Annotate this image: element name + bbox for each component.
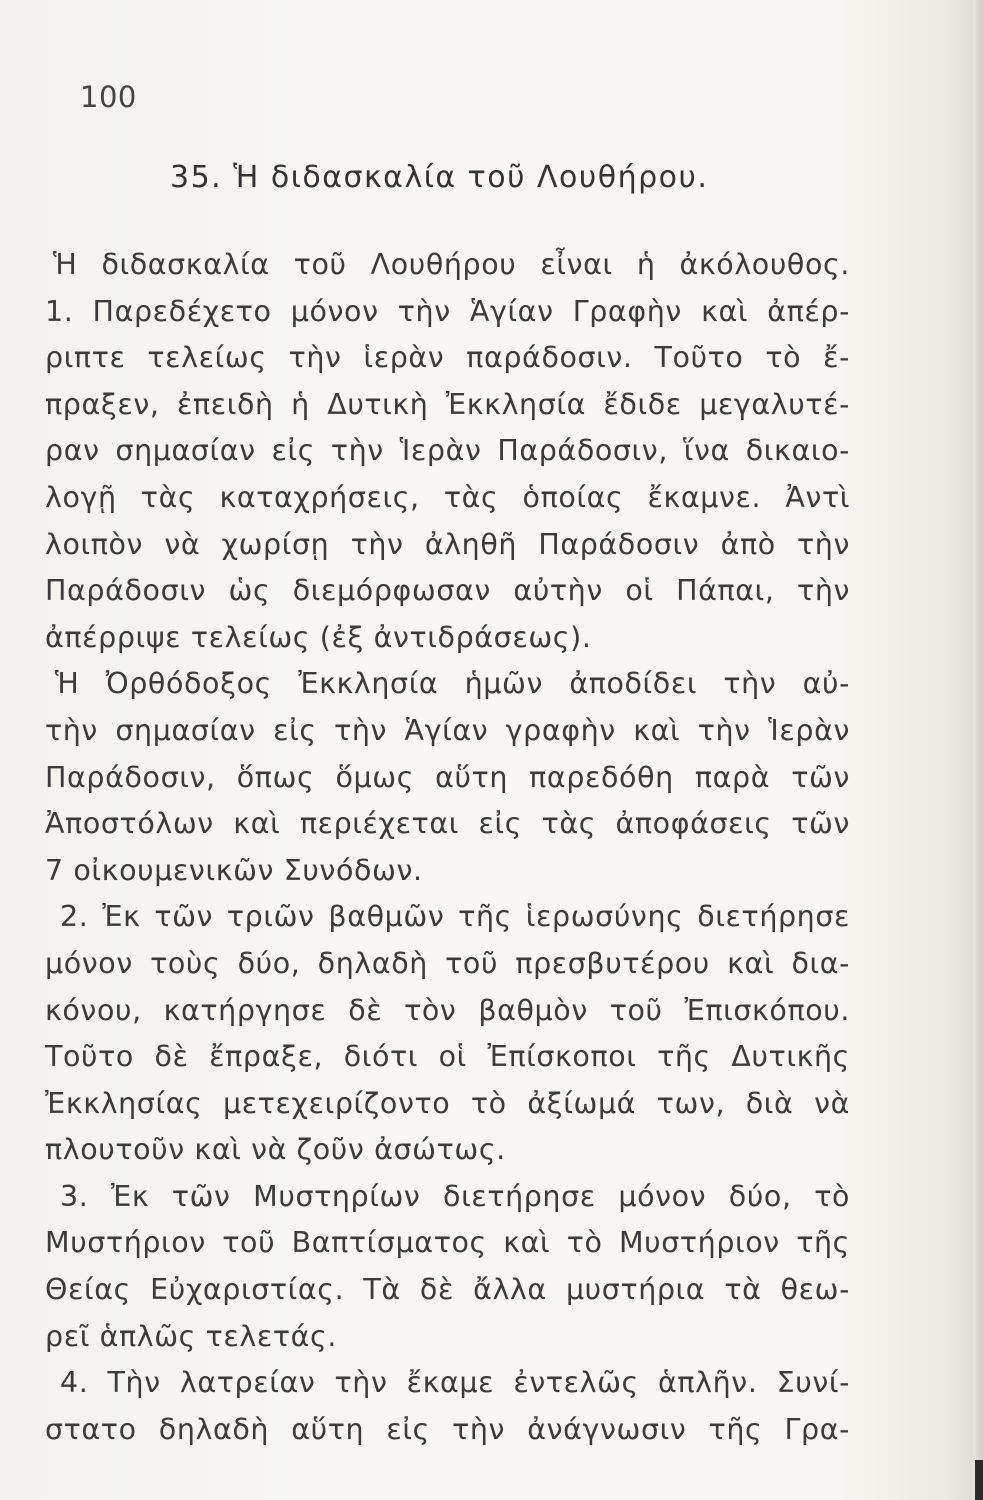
text-line: πλουτοῦν καὶ νὰ ζοῦν ἀσώτως. <box>45 1133 506 1167</box>
text-line: μόνον τοὺς δύο, δηλαδὴ τοῦ πρεσβυτέρου καὶ δια- <box>45 946 850 980</box>
text-line: 3. Ἐκ τῶν Μυστηρίων διετήρησε μόνον δύο, τὸ <box>60 1179 850 1213</box>
section-heading: 35. Ἡ διδασκαλία τοῦ Λουθήρου. <box>170 160 709 195</box>
text-line: ραν σημασίαν εἰς τὴν Ἱερὰν Παράδοσιν, ἵνα δικαιο- <box>45 434 850 468</box>
text-line: πραξεν, ἐπειδὴ ἡ Δυτικὴ Ἐκκλησία ἔδιδε μεγαλυτέ- <box>45 387 850 421</box>
text-line: τὴν σημασίαν εἰς τὴν Ἁγίαν γραφὴν καὶ τὴν Ἱερὰν <box>45 713 850 747</box>
text-line: λογῇ τὰς καταχρήσεις, τὰς ὁποίας ἔκαμνε. Ἀντὶ <box>45 480 850 514</box>
body-text <box>45 242 850 1453</box>
text-line: Τοῦτο δὲ ἔπραξε, διότι οἱ Ἐπίσκοποι τῆς Δυτικῆς <box>45 1040 850 1074</box>
text-line: ριπτε τελείως τὴν ἱερὰν παράδοσιν. Τοῦτο τὸ ἔ- <box>45 341 850 375</box>
text-line: 1. Παρεδέχετο μόνον τὴν Ἁγίαν Γραφὴν καὶ ἀπέρ- <box>45 294 850 328</box>
text-line: 2. Ἐκ τῶν τριῶν βαθμῶν τῆς ἱερωσύνης διετήρησε <box>60 900 850 934</box>
text-line: Παράδοσιν, ὅπως ὅμως αὕτη παρεδόθη παρὰ τῶν <box>45 760 850 794</box>
text-line: Ἀποστόλων καὶ περιέχεται εἰς τὰς ἀποφάσεις τῶν <box>45 807 850 841</box>
text-line: Μυστήριον τοῦ Βαπτίσματος καὶ τὸ Μυστήριον τῆς <box>45 1226 850 1260</box>
text-line: ρεῖ ἁπλῶς τελετάς. <box>45 1319 338 1353</box>
page-number: 100 <box>80 80 137 114</box>
text-line: Ἐκκλησίας μετεχειρίζοντο τὸ ἀξίωμά των, διὰ νὰ <box>45 1086 850 1120</box>
page-edge-shadow <box>973 0 983 1500</box>
page-edge-mark <box>975 1460 983 1500</box>
text-line: 7 οἰκουμενικῶν Συνόδων. <box>45 853 423 887</box>
text-line: λοιπὸν νὰ χωρίσῃ τὴν ἀληθῆ Παράδοσιν ἀπὸ τὴν <box>45 527 850 561</box>
text-line: Θείας Εὐχαριστίας. Τὰ δὲ ἄλλα μυστήρια τὰ θεω- <box>45 1273 850 1307</box>
text-line: Παράδοσιν ὡς διεμόρφωσαν αὐτὴν οἱ Πάπαι, τὴν <box>45 574 850 608</box>
text-line: ἀπέρριψε τελείως (ἐξ ἀντιδράσεως). <box>45 620 592 654</box>
text-line: Ἡ διδασκαλία τοῦ Λουθήρου εἶναι ἡ ἀκόλουθος. <box>53 248 850 281</box>
text-line: στατο δηλαδὴ αὕτη εἰς τὴν ἀνάγνωσιν τῆς Γρα- <box>45 1412 850 1446</box>
text-line: Ἡ Ὀρθόδοξος Ἐκκλησία ἡμῶν ἀποδίδει τὴν αὐ- <box>55 667 850 701</box>
text-line: 4. Τὴν λατρείαν τὴν ἔκαμε ἐντελῶς ἁπλῆν. Συνί- <box>60 1366 850 1400</box>
text-line: κόνου, κατήργησε δὲ τὸν βαθμὸν τοῦ Ἐπισκόπου. <box>45 993 850 1027</box>
